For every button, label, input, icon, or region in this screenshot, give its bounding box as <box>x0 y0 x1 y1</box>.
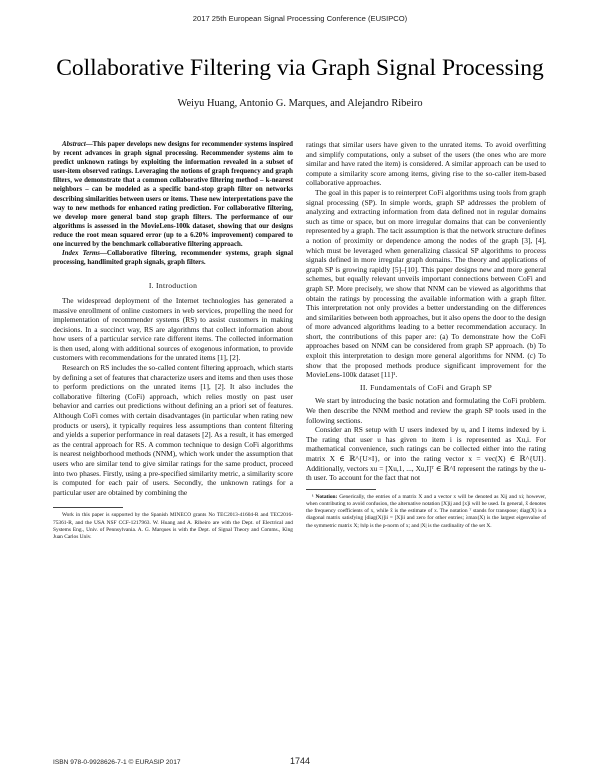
fundamentals-paragraph: Consider an RS setup with U users indexed by u, and I items indexed by i. The rating that user u has given to item i is represented as Xu,i. For mathematical convenience, such ratings can be collected either into the rating matrix X ∈ ℝ^{U×I}, or into the rating vector x = vec(X) ∈ ℝ^{UI}. Additionally, vectors xu = [Xu,1, ..., Xu,I]ᵀ ∈ ℝ^I represent the ratings by the u-th user. To account for the fact that not <box>306 425 546 483</box>
footnote-rule <box>53 507 123 508</box>
authors: Weiyu Huang, Antonio G. Marques, and Alejandro Ribeiro <box>177 98 423 109</box>
index-terms-label: Index Terms <box>62 250 100 258</box>
isbn-footer: ISBN 978-0-9928626-7-1 © EURASIP 2017 <box>53 759 181 766</box>
fundamentals-paragraph: We start by introducing the basic notation and formulating the CoFi problem. We then describe the NNM method and review the graph SP tools used in the following sections. <box>306 396 546 425</box>
section-heading-introduction: I. Introduction <box>148 281 198 291</box>
paper-title: Collaborative Filtering via Graph Signal Processing <box>56 55 544 81</box>
intro-paragraph: The widespread deployment of the Internet technologies has generated a massive enrollment of online customers in web services, propelling the need for implementation of recommender systems (RS) to assist customers in making decisions. In a succinct way, RS are algorithms that collect information about how users of a particular service rate different items. The collected information is then used, along with additional sources of exogenous information, to provide customers with recommendations for the unrated items [1], [2]. <box>53 295 293 363</box>
index-terms-text: —Collaborative filtering, recommender systems, graph signal processing, handlimited graph signals, graph filters. <box>53 250 293 267</box>
abstract-label: Abstract <box>62 141 86 148</box>
notation-footnote-label: ¹ Notation: <box>312 493 338 500</box>
intro-paragraph: Research on RS includes the so-called content filtering approach, which starts by defining a set of features that characterize users and items and then uses those to perform predictions on the unrated items [1], [2]. It also includes the collaborative filtering (CoFi) approach, which relies mostly on past user behavior and carries out predictions without defining an a priori set of features. Although CoFi comes with certain disadvantages (in particular when rating new products or users), it typically requires less assumptions than content filtering and yields a superior performance in real datasets [2]. As a result, it has emerged as the central approach for RS. A common technique to design CoFi algorithms is nearest neighborhood methods (NNM), which work under the assumption that users who are similar tend to give similar ratings for the same product, proceed into two phases. Firstly, using a pre-specified similarity metric, a similarity score is computed for each pair of users. Secondly, the unknown ratings for a particular user are obtained by combining the <box>53 363 293 497</box>
funding-footnote: Work in this paper is supported by the Spanish MINECO grants No TEC2013-41604-R and TEC2016-75361-R, and the USA NSF CCF-1217963. W. Huang and A. Ribeiro are with the Dept. of Electrical and Systems Eng., Univ. of Pennsylvania. A. G. Marques is with the Dept. of Signal Theory and Comms., King Juan Carlos Univ. <box>53 512 293 540</box>
notation-footnote <box>306 494 546 530</box>
notation-footnote-text: Generically, the entries of a matrix X and a vector x will be denoted as Xij and xi; however, when contributing to avoid confusion, the alternative notation [X]ij and [x]i will be used. In general, x̂ denotes the frequency coefficients of x, while x̃ is the estimate of x. The notation ᵀ stands for transpose; diag(X) is a diagonal matrix satisfying [diag(X)]ii = [X]ii and zero for other entries; λmax(X) is the largest eigenvalue of the symmetric matrix X; ‖x‖p is the p-norm of x; and |X| is the cardinality of the set X. <box>306 493 547 529</box>
page-number: 1744 <box>289 756 311 766</box>
right-column <box>306 140 546 530</box>
conference-header: 2017 25th European Signal Processing Conference (EUSIPCO) <box>192 14 408 23</box>
section-heading-fundamentals: II. Fundamentals of CoFi and Graph SP <box>360 382 492 392</box>
footnote-rule <box>306 489 376 490</box>
body-paragraph: ratings that similar users have given to the unrated items. To avoid overfitting and simplify computations, only a subset of the users (the ones who are more similar and have rated the item) is considered. A similar approach can be used to compute a similarity score among items, giving rise to the so-caller item-based collaborative approaches. <box>306 140 546 188</box>
left-column <box>53 140 293 541</box>
body-paragraph: The goal in this paper is to reinterpret CoFi algorithms using tools from graph signal processing (SP). In simple words, graph SP addresses the problem of analyzing and extracting information from data defined not in regular domains such as time or space, but on more irregular domains that can be conveniently represented by a graph. The tacit assumption is that the network structure defines a notion of proximity or dependence among the nodes of the graph [3], [4], which must be leveraged when generalizing classical SP algorithms to process signals defined in more irregular graph domains. The theory and applications of graph SP is growing rapidly [5]–[10]. This paper designs new and more general schemes, but equally relevant unveils important connections between CoFi and graph SP. More precisely, we show that NNM can be viewed as algorithms that obtain the ratings by processing the available information with a graph filter. This interpretation not only provides a better understanding on the differences and similarities between both approaches, but it also opens the door to the design of more advanced algorithms leading to a better recommendation accuracy. In short, the contributions of this paper are: (a) To demonstrate how the CoFi approaches based on NNM can be considered from graph SP approach. (b) To exploit this interpretation to design more general algorithms for NNM. (c) To show that the proposed methods produce significant improvement for the MovieLens-100k dataset [11]¹. <box>306 187 546 380</box>
abstract <box>53 140 293 249</box>
abstract-text: —This paper develops new designs for recommender systems inspired by recent advances in graph signal processing. Recommender systems aim to predict unknown ratings by exploiting the information revealed in a subset of user-item observed ratings. Leveraging the notions of graph frequency and graph filters, we demonstrate that a common collaborative filtering method – k-nearest neighbors – can be modeled as a specific band-stop graph filter on networks describing similarities between users or items. These new interpretations pave the way to new methods for enhanced rating prediction. For collaborative filtering, we develop more general band stop graph filters. The performance of our algorithms is assessed in the MovieLens-100k dataset, showing that our designs reduce the root mean squared error (up to a 6.20% improvement) compared to one incurred by the benchmark collaborative filtering approach. <box>53 141 293 249</box>
index-terms <box>53 249 293 267</box>
